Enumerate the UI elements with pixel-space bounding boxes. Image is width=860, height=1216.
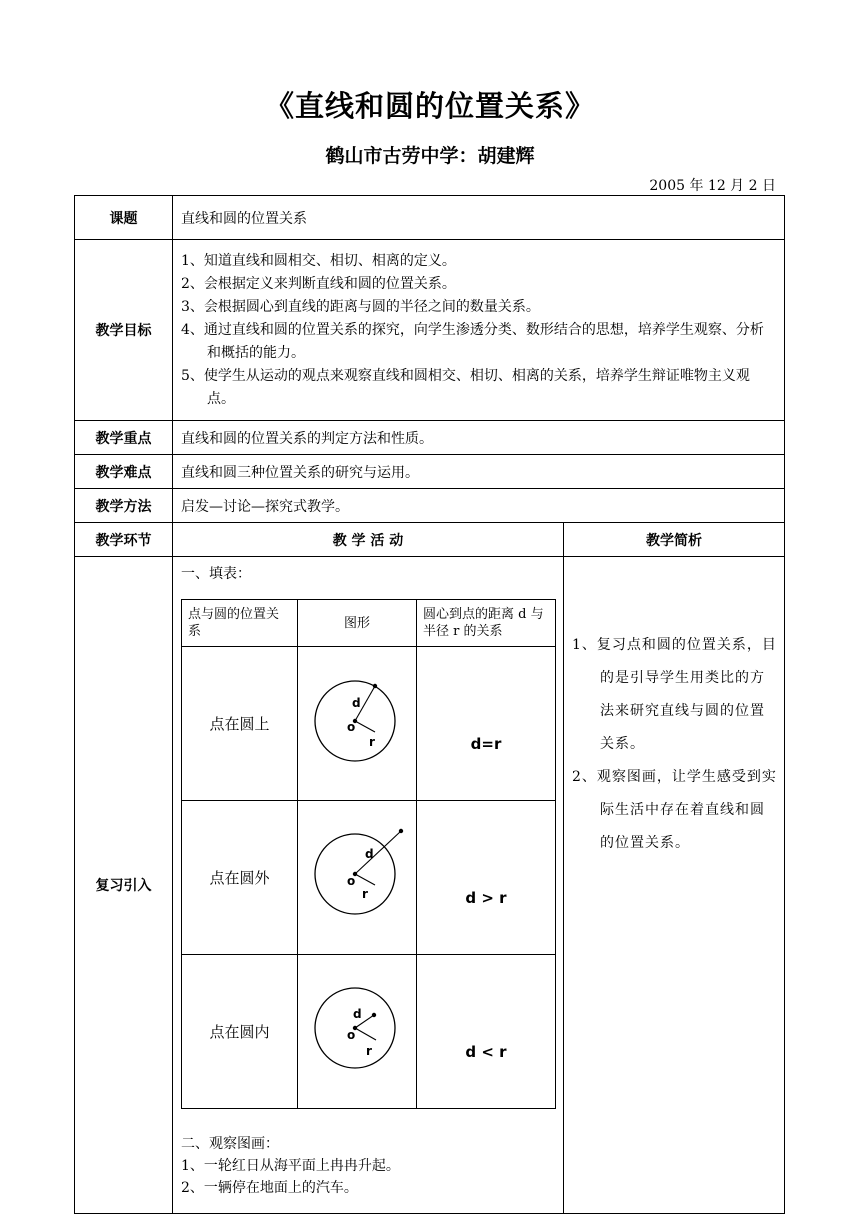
stage-header: 教学环节 bbox=[75, 523, 173, 557]
review-row bbox=[75, 557, 785, 1214]
document-date: 2005 年 12 月 2 日 bbox=[649, 178, 776, 194]
analysis-cell bbox=[564, 557, 785, 1214]
part1-title: 一、填表： bbox=[181, 566, 251, 582]
part2-item: 1、一轮红日从海平面上冉冉升起。 bbox=[181, 1158, 400, 1174]
method-row bbox=[75, 489, 785, 523]
key-value: 直线和圆的位置关系的判定方法和性质。 bbox=[173, 421, 785, 455]
goal-item: 5、使学生从运动的观点来观察直线和圆相交、相切、相离的关系，培养学生辩证唯物主义观点。 bbox=[181, 367, 750, 407]
point-inside-circle-figure bbox=[298, 971, 417, 1084]
inner-row bbox=[182, 801, 556, 955]
given-point bbox=[399, 829, 403, 833]
radius-line-r bbox=[355, 1028, 376, 1040]
figure-cell bbox=[298, 801, 417, 955]
inner-header-position: 点与圆的位置关系 bbox=[182, 600, 298, 647]
difficulty-value: 直线和圆三种位置关系的研究与运用。 bbox=[173, 455, 785, 489]
goals-list bbox=[173, 240, 785, 421]
topic-value: 直线和圆的位置关系 bbox=[173, 196, 785, 240]
given-point bbox=[373, 684, 377, 688]
relation-cell: d > r bbox=[417, 801, 556, 955]
goal-item: 1、知道直线和圆相交、相切、相离的定义。 bbox=[181, 252, 456, 269]
part2-title: 二、观察图画： bbox=[181, 1136, 279, 1152]
method-value: 启发—讨论—探究式教学。 bbox=[173, 489, 785, 523]
inner-header-relation: 圆心到点的距离 d 与半径 r 的关系 bbox=[417, 600, 556, 647]
key-label: 教学重点 bbox=[75, 421, 173, 455]
header-row bbox=[75, 523, 785, 557]
method-label: 教学方法 bbox=[75, 489, 173, 523]
inner-row bbox=[182, 955, 556, 1109]
radius-label-r: r bbox=[366, 1044, 372, 1058]
goals-row bbox=[75, 240, 785, 421]
analysis-header: 教学简析 bbox=[564, 523, 785, 557]
goal-item: 4、通过直线和圆的位置关系的探究，向学生渗透分类、数形结合的思想，培养学生观察、分析和概括的能力。 bbox=[181, 321, 764, 361]
distance-label-d: d bbox=[365, 847, 374, 861]
radius-line-r bbox=[355, 874, 375, 885]
given-point bbox=[372, 1013, 376, 1017]
position-cell: 点在圆内 bbox=[182, 955, 298, 1109]
inner-header-figure: 图形 bbox=[298, 600, 417, 647]
radius-label-r: r bbox=[362, 887, 368, 901]
point-circle-table bbox=[181, 599, 556, 1109]
radius-label-r: r bbox=[369, 735, 375, 749]
inner-row bbox=[182, 647, 556, 801]
difficulty-row bbox=[75, 455, 785, 489]
analysis-item: 1、复习点和圆的位置关系，目的是引导学生用类比的方法来研究直线与圆的位置关系。 bbox=[572, 637, 777, 752]
activity-header: 教 学 活 动 bbox=[173, 523, 564, 557]
activity-cell bbox=[173, 557, 564, 1214]
figure-cell bbox=[298, 647, 417, 801]
goals-label: 教学目标 bbox=[75, 240, 173, 421]
position-cell: 点在圆上 bbox=[182, 647, 298, 801]
part2-item: 2、一辆停在地面上的汽车。 bbox=[181, 1180, 358, 1196]
inner-header-row bbox=[182, 600, 556, 647]
position-cell: 点在圆外 bbox=[182, 801, 298, 955]
center-label-o: o bbox=[347, 1028, 356, 1042]
relation-cell: d=r bbox=[417, 647, 556, 801]
lesson-plan-table bbox=[74, 195, 785, 1214]
document-author: 鹤山市古劳中学：胡建辉 bbox=[325, 145, 535, 167]
center-label-o: o bbox=[347, 720, 356, 734]
key-row bbox=[75, 421, 785, 455]
analysis-item: 2、观察图画，让学生感受到实际生活中存在着直线和圆的位置关系。 bbox=[572, 769, 777, 851]
topic-label: 课题 bbox=[75, 196, 173, 240]
figure-cell bbox=[298, 955, 417, 1109]
goal-item: 3、会根据圆心到直线的距离与圆的半径之间的数量关系。 bbox=[181, 298, 540, 315]
distance-label-d: d bbox=[352, 696, 361, 710]
relation-cell: d < r bbox=[417, 955, 556, 1109]
goal-item: 2、会根据定义来判断直线和圆的位置关系。 bbox=[181, 275, 456, 292]
document-title: 《直线和圆的位置关系》 bbox=[264, 89, 595, 123]
topic-row bbox=[75, 196, 785, 240]
center-label-o: o bbox=[347, 874, 356, 888]
radius-line-r bbox=[355, 721, 375, 732]
distance-label-d: d bbox=[353, 1007, 362, 1021]
point-outside-circle-figure bbox=[298, 817, 417, 930]
difficulty-label: 教学难点 bbox=[75, 455, 173, 489]
stage-label: 复习引入 bbox=[75, 557, 173, 1214]
point-on-circle-figure bbox=[298, 663, 417, 776]
